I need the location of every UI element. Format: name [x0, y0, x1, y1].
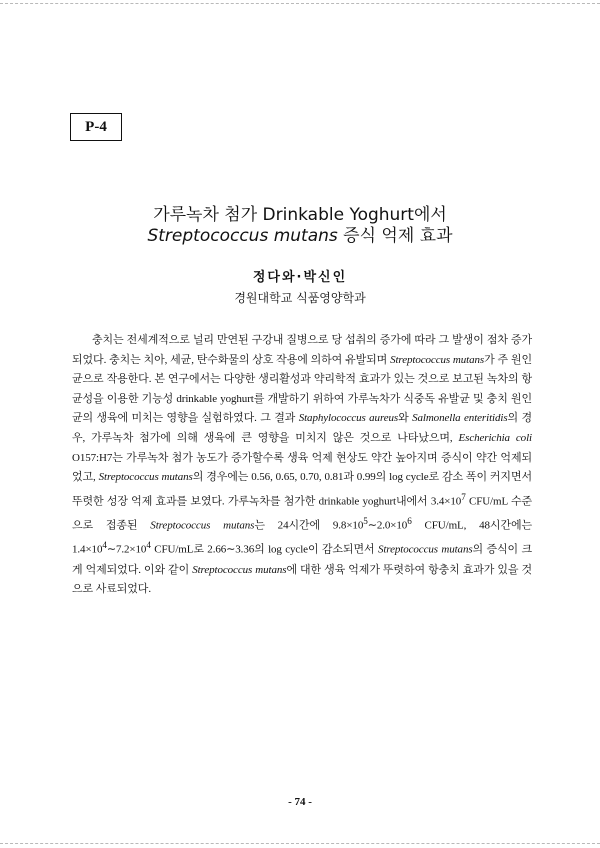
- title-line-2-rest: 증식 억제 효과: [337, 226, 453, 246]
- abstract-text: CFU/mL 수준으로 접종된: [72, 495, 532, 532]
- abstract-text: CFU/mL, 48시간에는 1.4×10: [72, 519, 533, 556]
- abstract-text: O157:H7는 가루녹차 첨가 농도가 증가할수록 생육 억제 현상도 약간 높아지며 증식이 약간 억제되었고,: [72, 451, 532, 484]
- page-number: - 74 -: [288, 796, 312, 808]
- title-organism: Streptococcus mutans: [147, 226, 338, 246]
- organism-name: Escherichia coli: [458, 431, 532, 444]
- affiliation: 경원대학교 식품영양학과: [234, 291, 366, 305]
- authors: 정다와·박신인: [252, 270, 348, 285]
- organism-name: Streptococcus mutans: [390, 353, 485, 366]
- abstract-text: 의 경우에는 0.56, 0.65, 0.70, 0.81과 0.99의 log cycle로 감소 폭이 커지면서 뚜렷한 성장 억제 효과를 보였다. 가루녹차를 첨가한 drinkable yoghurt내에서 3.4×10: [72, 471, 533, 508]
- poster-code-box: P-4: [70, 113, 122, 141]
- abstract-text: 와: [398, 412, 413, 425]
- abstract-text: ∼2.0×10: [367, 519, 408, 532]
- abstract-text: 의 경우, 가루녹차 첨가에 의해 생육에 큰 영향을 미치지 않은 것으로 나타났으며,: [72, 412, 533, 444]
- abstract-text: ∼7.2×10: [106, 543, 147, 556]
- organism-name: Staphylococcus aureus: [298, 412, 399, 425]
- organism-name: Streptococcus mutans: [98, 471, 193, 484]
- abstract-text: 가 주 원인균으로 작용한다. 본 연구에서는 다양한 생리활성과 약리학적 효과가 있는 것으로 보고된 녹차의 항균성을 이용한 기능성 drinkable yoghurt를 개발하기 위하여 가루녹차가 식중독 유발균 및 충치 원인균의 생육에 미치는 영향을 실험하였다. 그 결과: [72, 353, 532, 425]
- page-edge-top: [0, 3, 600, 4]
- title-line-1: 가루녹차 첨가 Drinkable Yoghurt에서: [153, 205, 447, 225]
- page-edge-bottom: [0, 843, 600, 844]
- organism-name: Streptococcus mutans: [192, 563, 287, 576]
- abstract-body: [72, 331, 532, 600]
- organism-name: Salmonella enteritidis: [412, 412, 508, 425]
- abstract-text: CFU/mL로 2.66∼3.36의 log cycle이 감소되면서: [150, 543, 378, 556]
- exponent: 6: [407, 516, 412, 526]
- exponent: 4: [102, 540, 107, 551]
- abstract-text: 에 대한 생육 억제가 뚜렷하여 항충치 효과가 있을 것으로 사료되었다.: [72, 563, 533, 596]
- exponent: 5: [363, 516, 368, 526]
- title-line-2: [60, 221, 540, 246]
- organism-name: Streptococcus mutans: [377, 543, 473, 556]
- abstract-text: 충치는 전세계적으로 널리 만연된 구강내 질병으로 당 섭취의 증가에 따라 그 발생이 점차 증가되었다. 충치는 치아, 세균, 탄수화물의 상호 작용에 의하여 유발되며: [72, 334, 532, 366]
- abstract-text: 의 증식이 크게 억제되었다. 이와 같이: [72, 543, 532, 576]
- exponent: 4: [146, 540, 151, 551]
- abstract-text: 는 24시간에 9.8×10: [254, 519, 364, 532]
- organism-name: Streptococcus mutans: [150, 519, 255, 532]
- exponent: 7: [461, 491, 466, 502]
